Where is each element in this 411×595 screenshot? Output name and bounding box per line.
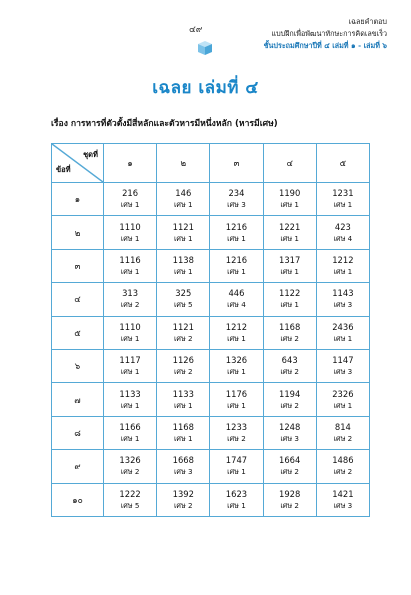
answer-cell — [157, 383, 210, 416]
remainder-value: เศษ 1 — [280, 233, 299, 243]
answer-cell — [316, 483, 369, 516]
quotient-value: 146 — [175, 188, 192, 199]
table-row — [52, 416, 370, 449]
answer-cell — [104, 183, 157, 216]
answer-cell — [263, 183, 316, 216]
remainder-value: เศษ 4 — [227, 300, 246, 310]
quotient-value: 1110 — [119, 321, 141, 332]
quotient-value: 1421 — [332, 488, 354, 499]
remainder-value: เศษ 1 — [333, 266, 353, 276]
cube-icon — [192, 38, 218, 58]
answer-cell — [104, 216, 157, 249]
answer-cell — [210, 349, 263, 382]
answer-cell — [157, 316, 210, 349]
remainder-value: เศษ 3 — [280, 433, 299, 443]
remainder-value: เศษ 1 — [120, 400, 140, 410]
remainder-value: เศษ 1 — [120, 367, 140, 377]
remainder-value: เศษ 1 — [120, 200, 140, 210]
answer-cell — [263, 349, 316, 382]
answer-cell — [210, 383, 263, 416]
item-number: ๖ — [52, 349, 104, 382]
quotient-value: 1190 — [278, 188, 301, 199]
table-header-row — [52, 144, 370, 183]
remainder-value: เศษ 2 — [173, 367, 193, 377]
subject-heading: เรื่อง การหารที่ตัวตั้งมีสี่หลักและตัวหารมีหนึ่งหลัก (หารมีเศษ) — [51, 119, 278, 129]
quotient-value: 1221 — [278, 221, 301, 232]
remainder-value: เศษ 1 — [333, 333, 353, 343]
quotient-value: 1110 — [119, 221, 141, 232]
answer-cell — [104, 283, 157, 316]
quotient-value: 313 — [122, 288, 139, 299]
remainder-value: เศษ 2 — [280, 467, 299, 477]
quotient-value: 1231 — [332, 188, 354, 199]
table-row — [52, 483, 370, 516]
answer-cell — [157, 249, 210, 282]
remainder-value: เศษ 5 — [173, 300, 193, 310]
quotient-value: 216 — [122, 188, 139, 199]
item-number: ๓ — [52, 249, 104, 282]
quotient-value: 1133 — [172, 388, 194, 399]
answer-cell — [263, 483, 316, 516]
answer-cell — [104, 483, 157, 516]
remainder-value: เศษ 3 — [333, 367, 353, 377]
remainder-value: เศษ 2 — [333, 433, 353, 443]
quotient-value: 1133 — [119, 388, 141, 399]
table-row — [52, 183, 370, 216]
answer-cell — [210, 483, 263, 516]
answer-cell — [104, 249, 157, 282]
answer-cell — [263, 383, 316, 416]
table-row — [52, 349, 370, 382]
table-row — [52, 283, 370, 316]
quotient-value: 1117 — [119, 355, 141, 366]
remainder-value: เศษ 5 — [120, 500, 140, 510]
remainder-value: เศษ 1 — [173, 200, 193, 210]
item-label: ข้อที่ — [56, 165, 71, 174]
quotient-value: 1212 — [225, 321, 248, 332]
answer-cell — [104, 316, 157, 349]
remainder-value: เศษ 1 — [227, 333, 246, 343]
answer-cell — [104, 383, 157, 416]
item-number: ๑ — [52, 183, 104, 216]
answer-cell — [316, 383, 369, 416]
remainder-value: เศษ 3 — [333, 500, 353, 510]
answer-cell — [157, 483, 210, 516]
quotient-value: 1194 — [278, 388, 301, 399]
quotient-value: 234 — [228, 188, 245, 199]
table-row — [52, 216, 370, 249]
page-title: เฉลย เล่มที่ ๔ — [152, 78, 259, 98]
answer-key-label: เฉลยคำตอบ — [348, 17, 387, 26]
quotient-value: 1121 — [172, 221, 194, 232]
answer-cell — [210, 216, 263, 249]
quotient-value: 1166 — [119, 421, 141, 432]
set-header: ๑ — [104, 144, 157, 183]
quotient-value: 1126 — [172, 355, 194, 366]
quotient-value: 1122 — [278, 288, 301, 299]
answer-cell — [104, 416, 157, 449]
remainder-value: เศษ 1 — [173, 433, 193, 443]
answer-cell — [316, 316, 369, 349]
remainder-value: เศษ 1 — [120, 333, 140, 343]
answer-cell — [316, 283, 369, 316]
quotient-value: 325 — [175, 288, 192, 299]
quotient-value: 423 — [334, 221, 351, 232]
answer-cell — [263, 249, 316, 282]
quotient-value: 446 — [228, 288, 245, 299]
remainder-value: เศษ 1 — [280, 200, 299, 210]
answer-cell — [210, 316, 263, 349]
quotient-value: 1668 — [172, 455, 194, 466]
quotient-value: 1138 — [172, 254, 194, 265]
set-header: ๕ — [316, 144, 369, 183]
remainder-value: เศษ 1 — [120, 266, 140, 276]
item-number: ๙ — [52, 450, 104, 483]
remainder-value: เศษ 2 — [173, 333, 193, 343]
answer-cell — [210, 183, 263, 216]
remainder-value: เศษ 1 — [173, 266, 193, 276]
answer-cell — [157, 349, 210, 382]
set-label: ชุดที่ — [83, 150, 98, 159]
quotient-value: 1168 — [172, 421, 194, 432]
answer-cell — [210, 450, 263, 483]
answer-cell — [316, 216, 369, 249]
remainder-value: เศษ 1 — [227, 266, 246, 276]
answer-cell — [157, 416, 210, 449]
quotient-value: 1486 — [332, 455, 354, 466]
answer-cell — [316, 416, 369, 449]
answer-table — [51, 143, 370, 517]
corner-header — [52, 144, 104, 183]
quotient-value: 1317 — [278, 254, 301, 265]
quotient-value: 814 — [334, 421, 351, 432]
answer-cell — [316, 349, 369, 382]
remainder-value: เศษ 2 — [280, 400, 299, 410]
answer-cell — [263, 283, 316, 316]
quotient-value: 1392 — [172, 488, 194, 499]
remainder-value: เศษ 1 — [280, 300, 299, 310]
answer-cell — [104, 349, 157, 382]
quotient-value: 1147 — [332, 355, 354, 366]
quotient-value: 1176 — [225, 388, 248, 399]
remainder-value: เศษ 1 — [333, 400, 353, 410]
quotient-value: 1326 — [119, 455, 141, 466]
table-row — [52, 450, 370, 483]
remainder-value: เศษ 1 — [173, 400, 193, 410]
remainder-value: เศษ 2 — [280, 333, 299, 343]
quotient-value: 1248 — [278, 421, 301, 432]
remainder-value: เศษ 2 — [280, 367, 299, 377]
page-number: ๔๙ — [189, 25, 203, 35]
set-header: ๔ — [263, 144, 316, 183]
remainder-value: เศษ 4 — [333, 233, 353, 243]
quotient-value: 1143 — [332, 288, 354, 299]
remainder-value: เศษ 2 — [120, 467, 140, 477]
answer-cell — [210, 249, 263, 282]
remainder-value: เศษ 2 — [333, 467, 353, 477]
table-row — [52, 249, 370, 282]
set-header: ๒ — [157, 144, 210, 183]
quotient-value: 1168 — [278, 321, 301, 332]
answer-cell — [316, 183, 369, 216]
remainder-value: เศษ 1 — [227, 367, 246, 377]
answer-cell — [316, 450, 369, 483]
remainder-value: เศษ 1 — [227, 400, 246, 410]
table-row — [52, 316, 370, 349]
set-header: ๓ — [210, 144, 263, 183]
remainder-value: เศษ 1 — [227, 467, 246, 477]
quotient-value: 1222 — [119, 488, 141, 499]
item-number: ๑๐ — [52, 483, 104, 516]
book-title: แบบฝึกเพื่อพัฒนาทักษะการคิดเลขเร็ว — [271, 29, 387, 38]
quotient-value: 1121 — [172, 321, 194, 332]
quotient-value: 1747 — [225, 455, 248, 466]
remainder-value: เศษ 3 — [173, 467, 193, 477]
grade-volumes: ชั้นประถมศึกษาปีที่ ๔ เล่มที่ ๑ - เล่มที่ ๖ — [263, 41, 387, 50]
book-header — [264, 16, 387, 52]
table-row — [52, 383, 370, 416]
remainder-value: เศษ 2 — [173, 500, 193, 510]
quotient-value: 1216 — [225, 221, 248, 232]
item-number: ๘ — [52, 416, 104, 449]
answer-cell — [157, 216, 210, 249]
remainder-value: เศษ 1 — [280, 266, 299, 276]
answer-cell — [104, 450, 157, 483]
item-number: ๕ — [52, 316, 104, 349]
answer-cell — [210, 283, 263, 316]
quotient-value: 1326 — [225, 355, 248, 366]
answer-cell — [210, 416, 263, 449]
remainder-value: เศษ 1 — [227, 233, 246, 243]
remainder-value: เศษ 2 — [120, 300, 140, 310]
remainder-value: เศษ 1 — [120, 233, 140, 243]
remainder-value: เศษ 1 — [227, 500, 246, 510]
quotient-value: 1212 — [332, 254, 354, 265]
remainder-value: เศษ 1 — [120, 433, 140, 443]
answer-cell — [157, 283, 210, 316]
quotient-value: 1664 — [278, 455, 301, 466]
quotient-value: 643 — [281, 355, 298, 366]
remainder-value: เศษ 3 — [333, 300, 353, 310]
remainder-value: เศษ 2 — [280, 500, 299, 510]
answer-cell — [263, 316, 316, 349]
item-number: ๔ — [52, 283, 104, 316]
remainder-value: เศษ 2 — [227, 433, 246, 443]
quotient-value: 1623 — [225, 488, 248, 499]
remainder-value: เศษ 1 — [173, 233, 193, 243]
item-number: ๗ — [52, 383, 104, 416]
answer-cell — [157, 450, 210, 483]
answer-cell — [157, 183, 210, 216]
item-number: ๒ — [52, 216, 104, 249]
quotient-value: 1928 — [278, 488, 301, 499]
answer-cell — [316, 249, 369, 282]
quotient-value: 1233 — [225, 421, 248, 432]
quotient-value: 2326 — [332, 388, 354, 399]
remainder-value: เศษ 1 — [333, 200, 353, 210]
answer-cell — [263, 416, 316, 449]
quotient-value: 1116 — [119, 254, 141, 265]
quotient-value: 2436 — [332, 321, 354, 332]
answer-cell — [263, 450, 316, 483]
remainder-value: เศษ 3 — [227, 200, 246, 210]
quotient-value: 1216 — [225, 254, 248, 265]
answer-cell — [263, 216, 316, 249]
